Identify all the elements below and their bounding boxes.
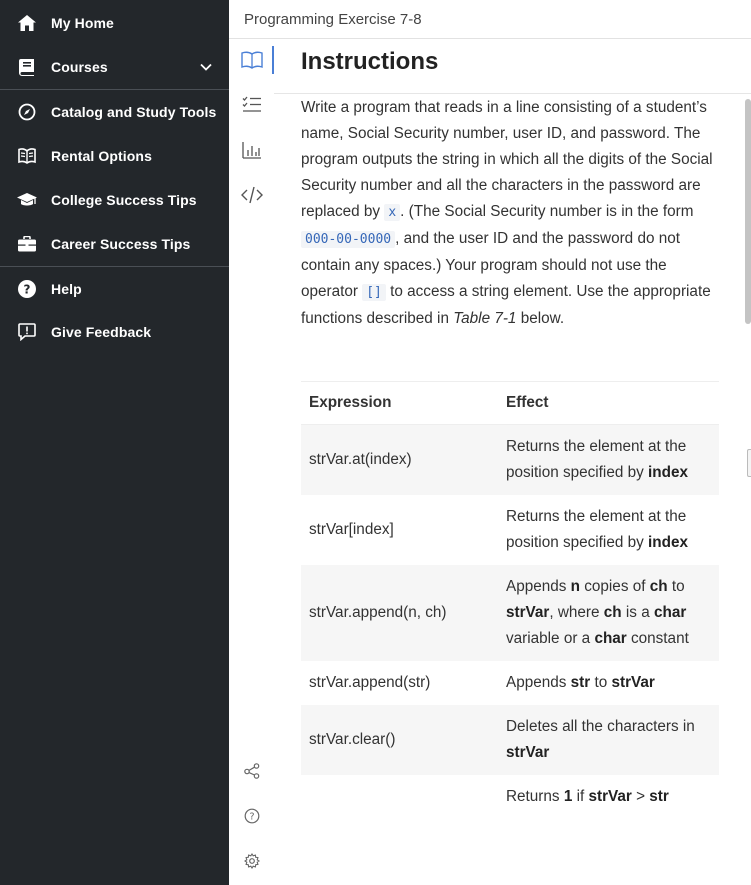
effect-cell <box>498 661 719 705</box>
effect-text: variable or a <box>506 630 595 647</box>
results-button[interactable] <box>229 130 274 170</box>
header <box>229 0 751 39</box>
effect-cell <box>498 775 719 819</box>
open-book-icon <box>17 146 37 166</box>
effect-text: copies of <box>580 578 650 595</box>
table-row <box>301 775 719 819</box>
effect-text: Appends <box>506 578 571 595</box>
sidebar-item-label: My Home <box>51 15 114 31</box>
effect-cell <box>498 565 719 661</box>
divider <box>274 93 751 94</box>
question-icon <box>17 279 37 299</box>
column-header: Effect <box>498 382 719 425</box>
effect-bold: n <box>570 578 580 595</box>
scrollbar[interactable] <box>745 99 751 324</box>
effect-text: if <box>572 788 589 805</box>
sidebar-item-label: Courses <box>51 59 108 75</box>
book-open-icon <box>241 51 263 69</box>
inline-code: 000-00-0000 <box>301 231 395 248</box>
sidebar-item-label: Rental Options <box>51 148 152 164</box>
instructions-text-part: to access a string element. Use the appropriate functions described in <box>301 283 711 327</box>
instructions-text-part: . (The Social Security number is in the form <box>400 203 694 220</box>
settings-button[interactable] <box>229 841 274 881</box>
home-icon <box>17 13 37 33</box>
effect-bold: str <box>570 674 591 691</box>
sidebar-item-label: Career Success Tips <box>51 236 191 252</box>
effect-bold: char <box>594 630 627 647</box>
instructions-heading: Instructions <box>301 48 439 75</box>
sidebar-item-label: Catalog and Study Tools <box>51 104 217 120</box>
effect-bold: strVar <box>506 744 550 761</box>
tool-rail <box>229 39 274 885</box>
svg-text:?: ? <box>248 811 255 823</box>
instructions-text-part: Write a program that reads in a line consisting of a student’s name, Social Security number, user ID, and password. The program outputs the string in which all the digits of the Social Security number and all the characters in the password are replaced by <box>301 99 713 220</box>
sidebar-item-help[interactable] <box>0 267 229 311</box>
effect-bold: strVar <box>588 788 632 805</box>
graduation-cap-icon <box>17 190 37 210</box>
instructions-text <box>301 95 721 332</box>
effect-cell <box>498 495 719 565</box>
effect-text: Returns <box>506 788 564 805</box>
sidebar-item-career-success[interactable] <box>0 222 229 266</box>
expression-cell: strVar.append(n, ch) <box>301 565 498 661</box>
effect-text: is a <box>621 604 654 621</box>
inline-code: [] <box>362 284 386 301</box>
expression-cell: strVar.append(str) <box>309 674 431 691</box>
sidebar-item-label: College Success Tips <box>51 192 197 208</box>
panel-resize-handle[interactable] <box>747 449 751 477</box>
effect-bold: index <box>648 464 688 481</box>
table-header-row <box>301 382 719 425</box>
chevron-down-icon[interactable] <box>199 60 213 74</box>
effect-cell <box>498 425 719 496</box>
code-icon <box>241 186 263 204</box>
expression-cell: strVar[index] <box>309 521 394 538</box>
table-row <box>301 661 719 705</box>
compass-icon <box>17 102 37 122</box>
sidebar-item-my-home[interactable] <box>0 1 229 45</box>
effect-cell <box>498 705 719 775</box>
effect-bold: char <box>653 604 687 621</box>
share-icon <box>244 763 260 779</box>
help-icon <box>244 808 260 824</box>
sidebar-item-label: Help <box>51 281 82 297</box>
expression-cell: strVar.at(index) <box>301 425 498 496</box>
sidebar-item-label: Give Feedback <box>51 324 152 340</box>
effect-bold: index <box>648 534 688 551</box>
table-row <box>301 495 719 565</box>
tasks-button[interactable] <box>229 85 274 125</box>
svg-text:?: ? <box>23 282 31 297</box>
instructions-text-part: below. <box>516 310 565 327</box>
sidebar-item-give-feedback[interactable] <box>0 310 229 354</box>
instructions-text-part: , and the user ID and the password do not contain any spaces.) Your program should not use the operator <box>301 230 680 300</box>
sidebar-item-catalog[interactable] <box>0 90 229 134</box>
sidebar-item-rental-options[interactable] <box>0 134 229 178</box>
expression-cell: strVar.clear() <box>301 705 498 775</box>
book-icon <box>17 57 37 77</box>
feedback-icon <box>17 322 37 342</box>
inline-code: x <box>384 204 400 221</box>
expression-cell <box>301 775 498 819</box>
checklist-icon <box>242 96 262 114</box>
instructions-panel <box>274 39 751 885</box>
instructions-button[interactable] <box>229 40 274 80</box>
string-functions-table <box>301 381 719 819</box>
briefcase-icon <box>17 234 37 254</box>
effect-text: Deletes all the characters in <box>506 718 695 735</box>
settings-icon <box>244 853 260 869</box>
table-row <box>301 425 719 496</box>
sidebar <box>0 0 229 885</box>
effect-text: Returns the element at the position specified by <box>506 438 687 481</box>
effect-text: , where <box>549 604 604 621</box>
effect-text: Appends <box>506 674 571 691</box>
effect-text: Returns the element at the position specified by <box>506 508 687 551</box>
share-button[interactable] <box>229 751 274 791</box>
table-reference: Table 7-1 <box>453 310 517 327</box>
help-button[interactable] <box>229 796 274 836</box>
table-row <box>301 565 719 661</box>
effect-bold: str <box>649 788 669 805</box>
effect-text: > <box>631 788 650 805</box>
effect-bold: ch <box>649 578 668 595</box>
table-row <box>301 705 719 775</box>
effect-text: to <box>590 674 612 691</box>
effect-text: constant <box>626 630 689 647</box>
effect-bold: strVar <box>611 674 655 691</box>
code-button[interactable] <box>229 175 274 215</box>
effect-bold: ch <box>603 604 622 621</box>
effect-text: to <box>667 578 685 595</box>
sidebar-item-courses[interactable] <box>0 45 229 89</box>
effect-bold: 1 <box>563 788 573 805</box>
page-title: Programming Exercise 7-8 <box>244 11 422 28</box>
sidebar-item-college-success[interactable] <box>0 178 229 222</box>
effect-bold: strVar <box>506 604 550 621</box>
bar-chart-icon <box>242 141 262 159</box>
column-header: Expression <box>301 382 498 425</box>
